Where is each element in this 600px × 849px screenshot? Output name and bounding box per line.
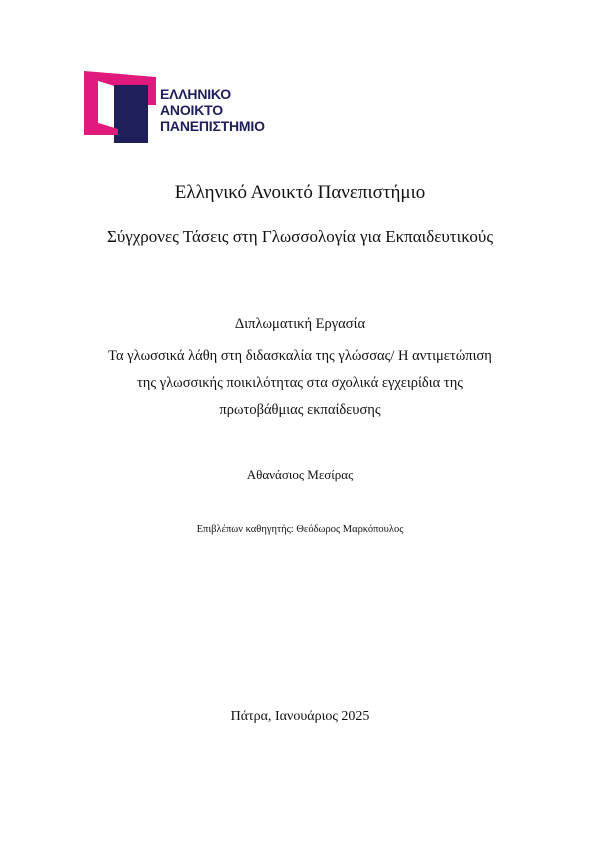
eap-logo-icon — [84, 71, 158, 145]
program-name: Σύγχρονες Τάσεις στη Γλωσσολογία για Εκπαιδευτικούς — [106, 227, 494, 246]
logo-wordmark — [160, 86, 265, 134]
document-type: Διπλωματική Εργασία — [234, 316, 366, 332]
thesis-title — [0, 343, 600, 424]
university-name: Ελληνικό Ανοικτό Πανεπιστήμιο — [174, 182, 426, 203]
place-date: Πάτρα, Ιανουάριος 2025 — [230, 709, 370, 724]
logo-line: ΑΝΟΙΚΤΟ — [160, 102, 223, 118]
logo-line: ΕΛΛΗΝΙΚΟ — [160, 86, 231, 102]
thesis-title-line: Τα γλωσσικά λάθη στη διδασκαλία της γλώσσας/ Η αντιμετώπιση — [108, 348, 492, 364]
supervisor: Επιβλέπων καθηγητής: Θεόδωρος Μαρκόπουλος — [196, 524, 404, 535]
thesis-title-line: της γλωσσικής ποικιλότητας στα σχολικά εγχειρίδια της — [136, 375, 464, 391]
author-name: Αθανάσιος Μεσίρας — [246, 467, 354, 482]
thesis-title-line: πρωτοβάθμιας εκπαίδευσης — [219, 402, 381, 418]
university-logo — [84, 71, 284, 145]
logo-line: ΠΑΝΕΠΙΣΤΗΜΙΟ — [160, 118, 265, 134]
